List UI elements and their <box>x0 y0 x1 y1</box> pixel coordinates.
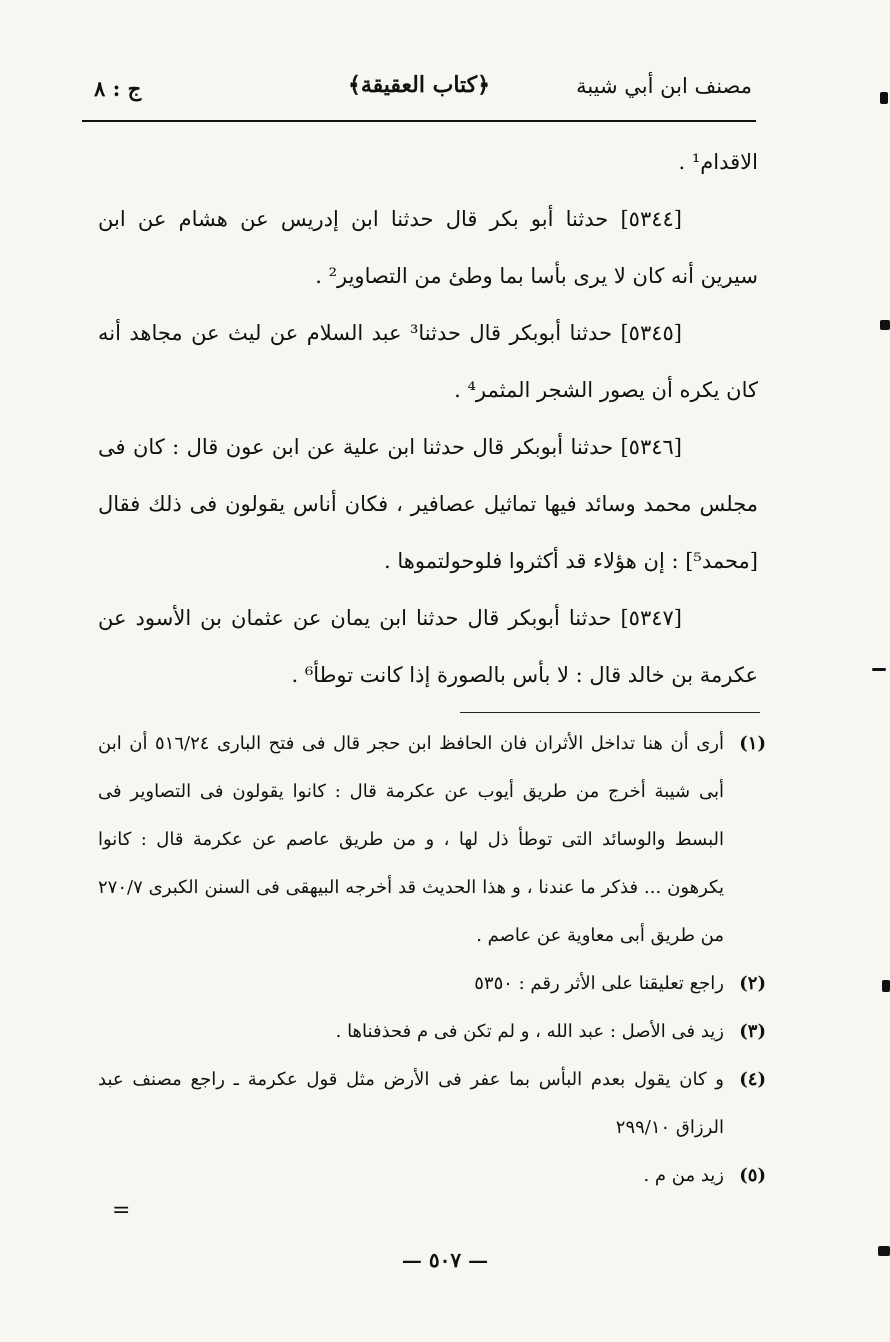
main-text <box>98 134 758 704</box>
footnote-4 <box>98 1056 766 1152</box>
footnote-text: زيد من م . <box>643 1165 724 1186</box>
footnotes <box>98 720 766 1200</box>
hadith-5344: [٥٣٤٤] حدثنا أبو بكر قال حدثنا ابن إدريس عن هشام عن ابن سيرين أنه كان لا يرى بأسا بما وطئ من التصاوير² . <box>98 207 758 288</box>
footnote-5 <box>98 1152 766 1200</box>
hadith-5345: [٥٣٤٥] حدثنا أبوبكر قال حدثنا³ عبد السلام عن ليث عن مجاهد أنه كان يكره أن يصور الشجر المثمر⁴ . <box>98 321 758 402</box>
footnote-number: (٤) <box>739 1069 766 1090</box>
book-title: مصنف ابن أبي شيبة <box>576 74 752 98</box>
footnote-number: (٢) <box>739 973 766 994</box>
volume-number: ج : ٨ <box>94 76 142 101</box>
footnote-number: (١) <box>739 733 766 754</box>
hadith-5347: [٥٣٤٧] حدثنا أبوبكر قال حدثنا ابن يمان عن عثمان بن الأسود عن عكرمة بن خالد قال : لا بأس بالصورة إذا كانت توطأ⁶ . <box>98 606 758 687</box>
page-number: — ٥٠٧ — <box>401 1248 489 1272</box>
hadith-5346: [٥٣٤٦] حدثنا أبوبكر قال حدثنا ابن علية عن ابن عون قال : كان فى مجلس محمد وسائد فيها تماثيل عصافير ، فكان أناس يقولون فى ذلك فقال [محمد⁵] : إن هؤلاء قد أكثروا فلوحولتموها . <box>98 435 758 573</box>
scan-speck <box>882 980 890 992</box>
scan-speck <box>880 320 890 330</box>
footnote-text: و كان يقول بعدم البأس بما عفر فى الأرض مثل قول عكرمة ـ راجع مصنف عبد الرزاق ٢٩٩/١٠ <box>98 1069 724 1138</box>
section-title: ﴿كتاب العقيقة﴾ <box>347 72 491 98</box>
footnote-3 <box>98 1008 766 1056</box>
header-rule <box>82 120 756 122</box>
footnote-1 <box>98 720 766 960</box>
footnote-text: زيد فى الأصل : عبد الله ، و لم تكن فى م فحذفناها . <box>335 1021 724 1042</box>
scan-speck <box>880 92 888 104</box>
margin-mark: = <box>112 1198 131 1223</box>
continuation-line: الاقدام¹ . <box>678 150 758 174</box>
scan-speck <box>872 668 886 671</box>
footnote-number: (٣) <box>739 1021 766 1042</box>
running-header <box>86 62 752 118</box>
footnote-number: (٥) <box>739 1165 766 1186</box>
footnote-text: راجع تعليقنا على الأثر رقم : ٥٣٥٠ <box>474 973 724 994</box>
footnote-2 <box>98 960 766 1008</box>
footnote-rule <box>460 712 760 713</box>
footnote-text: أرى أن هنا تداخل الأثران فان الحافظ ابن حجر قال فى فتح البارى ٥١٦/٢٤ أن ابن أبى شيبة أخرج من طريق أيوب عن عكرمة قال : كانوا يقولون فى التصاوير فى البسط والوسائد التى توطأ ذل لها ، و من طريق عاصم عن عكرمة قال : كانوا يكرهون ... فذكر ما عندنا ، و هذا الحديث قد أخرجه البيهقى فى السنن الكبرى ٢٧٠/٧ من طريق أبى معاوية عن عاصم . <box>98 733 724 946</box>
scan-speck <box>878 1246 890 1256</box>
